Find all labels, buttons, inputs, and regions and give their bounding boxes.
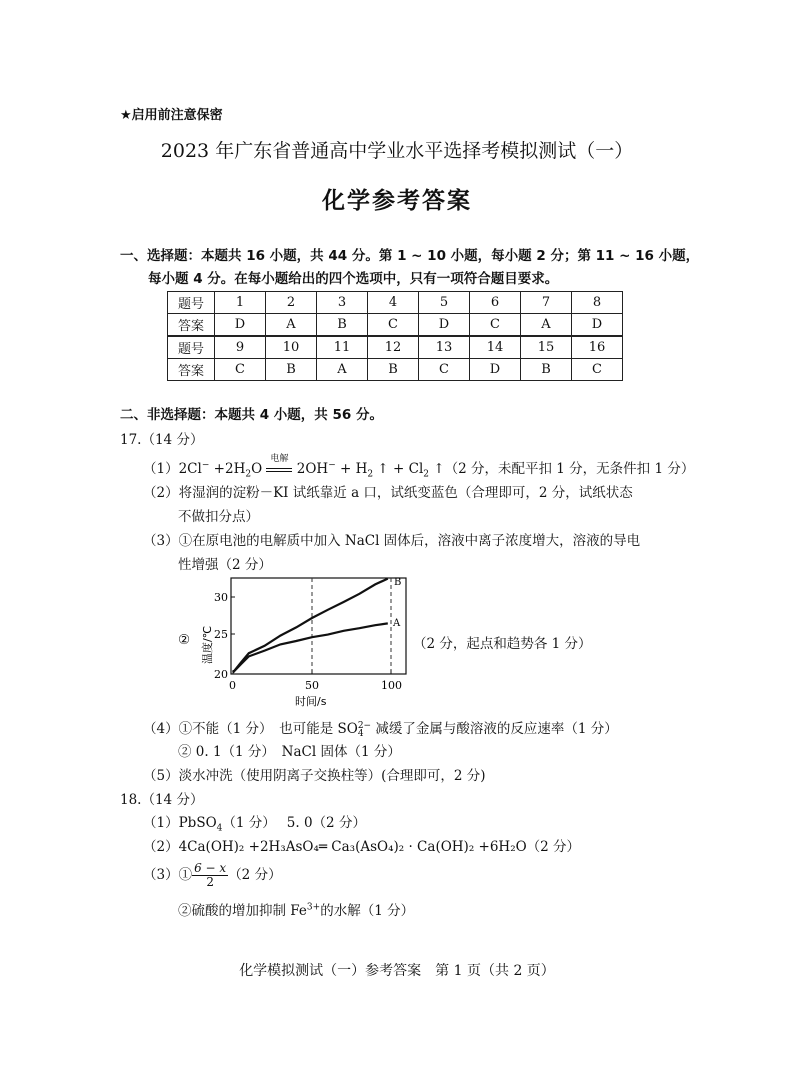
fraction-numerator: 6 − x (194, 861, 227, 875)
table-cell: 8 (572, 292, 623, 314)
y-axis-label: 温度/℃ (201, 625, 214, 664)
fraction-denominator: 2 (206, 875, 214, 889)
y-tick-label-30: 30 (214, 591, 228, 604)
q18-part3-line1 (143, 862, 282, 889)
text: + H (335, 461, 368, 477)
text: （2 分） (228, 867, 282, 883)
table-cell: 13 (419, 336, 470, 359)
text: − (328, 460, 336, 471)
series-b-line (233, 579, 388, 673)
sulfate-sup: 2− (357, 720, 372, 731)
y-tick-label-20: 20 (214, 668, 228, 681)
table-cell: 6 (470, 292, 521, 314)
section1-line2: 每小题 4 分。在每小题给出的四个选项中，只有一项符合题目要求。 (148, 271, 559, 287)
temperature-chart (200, 572, 415, 712)
table-row-ans2 (168, 359, 623, 381)
table-cell: B (266, 359, 317, 381)
row-label: 题号 (168, 292, 215, 314)
text: ②硫酸的增加抑制 Fe (178, 903, 307, 919)
sulfate-charge (358, 722, 371, 738)
text: 2 (423, 469, 430, 480)
x-tick-label-100: 100 (381, 679, 402, 692)
row-label: 答案 (168, 359, 215, 381)
q17-part3-line1: （3）①在原电池的电解质中加入 NaCl 固体后，溶液中离子浓度增大，溶液的导电 (143, 533, 641, 549)
q17-part4-line2: ② 0. 1（1 分） NaCl 固体（1 分） (178, 744, 401, 760)
circle-2-marker: ② (178, 632, 191, 648)
text: 减缓了金属与酸溶液的反应速率（1 分） (371, 721, 618, 737)
text: （1 分） 5. 0（2 分） (222, 815, 366, 831)
answer-table (167, 291, 623, 381)
table-cell: 1 (215, 292, 266, 314)
text: 2 (367, 469, 374, 480)
text: （1）PbSO (143, 815, 217, 831)
q17-part2-line1: （2）将湿润的淀粉－KI 试纸靠近 a 口，试纸变蓝色（合理即可，2 分，试纸状态 (143, 485, 633, 501)
row-label: 答案 (168, 314, 215, 337)
text: O (251, 461, 263, 477)
plot-frame (231, 578, 406, 674)
table-cell: 11 (317, 336, 368, 359)
q17-part4-line1 (143, 717, 618, 738)
q18-part2: （2）4Ca(OH)₂ +2H₃AsO₄═ Ca₃(AsO₄)₂ · Ca(OH)₂ +6H₂O（2 分） (143, 839, 581, 855)
table-cell: 4 (368, 292, 419, 314)
text: − (201, 460, 210, 471)
table-cell: D (215, 314, 266, 337)
confidential-mark: ★启用前注意保密 (120, 108, 223, 123)
q17-head: 17.（14 分） (120, 432, 204, 448)
chart-score-note: （2 分，起点和趋势各 1 分） (413, 636, 592, 652)
q18-part3-line2 (178, 899, 414, 919)
table-cell: B (368, 359, 419, 381)
table-cell: 10 (266, 336, 317, 359)
q18-part1 (143, 811, 366, 834)
section1-line1: 一、选择题：本题共 16 小题，共 44 分。第 1 ~ 10 小题，每小题 2 分；第 11 ~ 16 小题， (120, 248, 700, 264)
condition-arrow (266, 454, 292, 477)
x-axis-label: 时间/s (295, 695, 327, 708)
text: 2 (245, 469, 252, 480)
q18-head: 18.（14 分） (120, 792, 204, 808)
table-cell: D (572, 314, 623, 337)
q17-part5: （5）淡水冲洗（使用阴离子交换柱等）(合理即可，2 分) (143, 768, 486, 784)
table-cell: D (470, 359, 521, 381)
series-a-line (233, 623, 388, 672)
sulfate-sub: 4 (357, 728, 364, 739)
table-cell: 5 (419, 292, 470, 314)
table-row-ans1 (168, 314, 623, 337)
text: ↑（2 分，未配平扣 1 分，无条件扣 1 分） (429, 461, 695, 477)
table-cell: 15 (521, 336, 572, 359)
section2-title: 二、非选择题：本题共 4 小题，共 56 分。 (120, 407, 383, 423)
x-tick-label-0: 0 (229, 679, 236, 692)
table-cell: C (470, 314, 521, 337)
table-cell: B (317, 314, 368, 337)
table-cell: 16 (572, 336, 623, 359)
q17-part3-line2: 性增强（2 分） (178, 557, 272, 573)
text: 4 (216, 823, 223, 834)
fraction (192, 862, 228, 889)
exam-title: 2023 年广东省普通高中学业水平选择考模拟测试（一） (160, 140, 634, 162)
text: （1）2Cl (143, 461, 202, 477)
table-cell: C (215, 359, 266, 381)
table-row-nums1 (168, 292, 623, 314)
table-row-nums2 (168, 336, 623, 359)
text: 2OH (296, 461, 329, 477)
table-cell: 14 (470, 336, 521, 359)
text: （3）① (143, 867, 193, 883)
q17-part1 (143, 454, 695, 480)
table-cell: D (419, 314, 470, 337)
table-cell: 3 (317, 292, 368, 314)
equals-arrow (266, 468, 292, 472)
table-cell: A (317, 359, 368, 381)
text: 3+ (306, 902, 321, 913)
table-cell: 12 (368, 336, 419, 359)
y-tick-label-25: 25 (214, 628, 228, 641)
text: （4）①不能（1 分） 也可能是 SO (143, 721, 358, 737)
table-cell: C (419, 359, 470, 381)
table-cell: A (266, 314, 317, 337)
text: 的水解（1 分） (320, 903, 415, 919)
text: +2H (209, 461, 246, 477)
series-b-label: B (394, 577, 402, 588)
row-label: 题号 (168, 336, 215, 359)
table-cell: 9 (215, 336, 266, 359)
table-cell: B (521, 359, 572, 381)
table-cell: C (572, 359, 623, 381)
table-cell: C (368, 314, 419, 337)
series-a-label: A (393, 618, 401, 629)
condition-label: 电解 (270, 454, 289, 464)
table-cell: 2 (266, 292, 317, 314)
q17-part2-line2: 不做扣分点） (178, 509, 259, 525)
table-cell: 7 (521, 292, 572, 314)
text: ↑ + Cl (373, 461, 424, 477)
table-cell: A (521, 314, 572, 337)
page-footer: 化学模拟测试（一）参考答案 第 1 页（共 2 页） (239, 963, 555, 979)
x-tick-label-50: 50 (305, 679, 319, 692)
answer-title: 化学参考答案 (322, 188, 472, 214)
